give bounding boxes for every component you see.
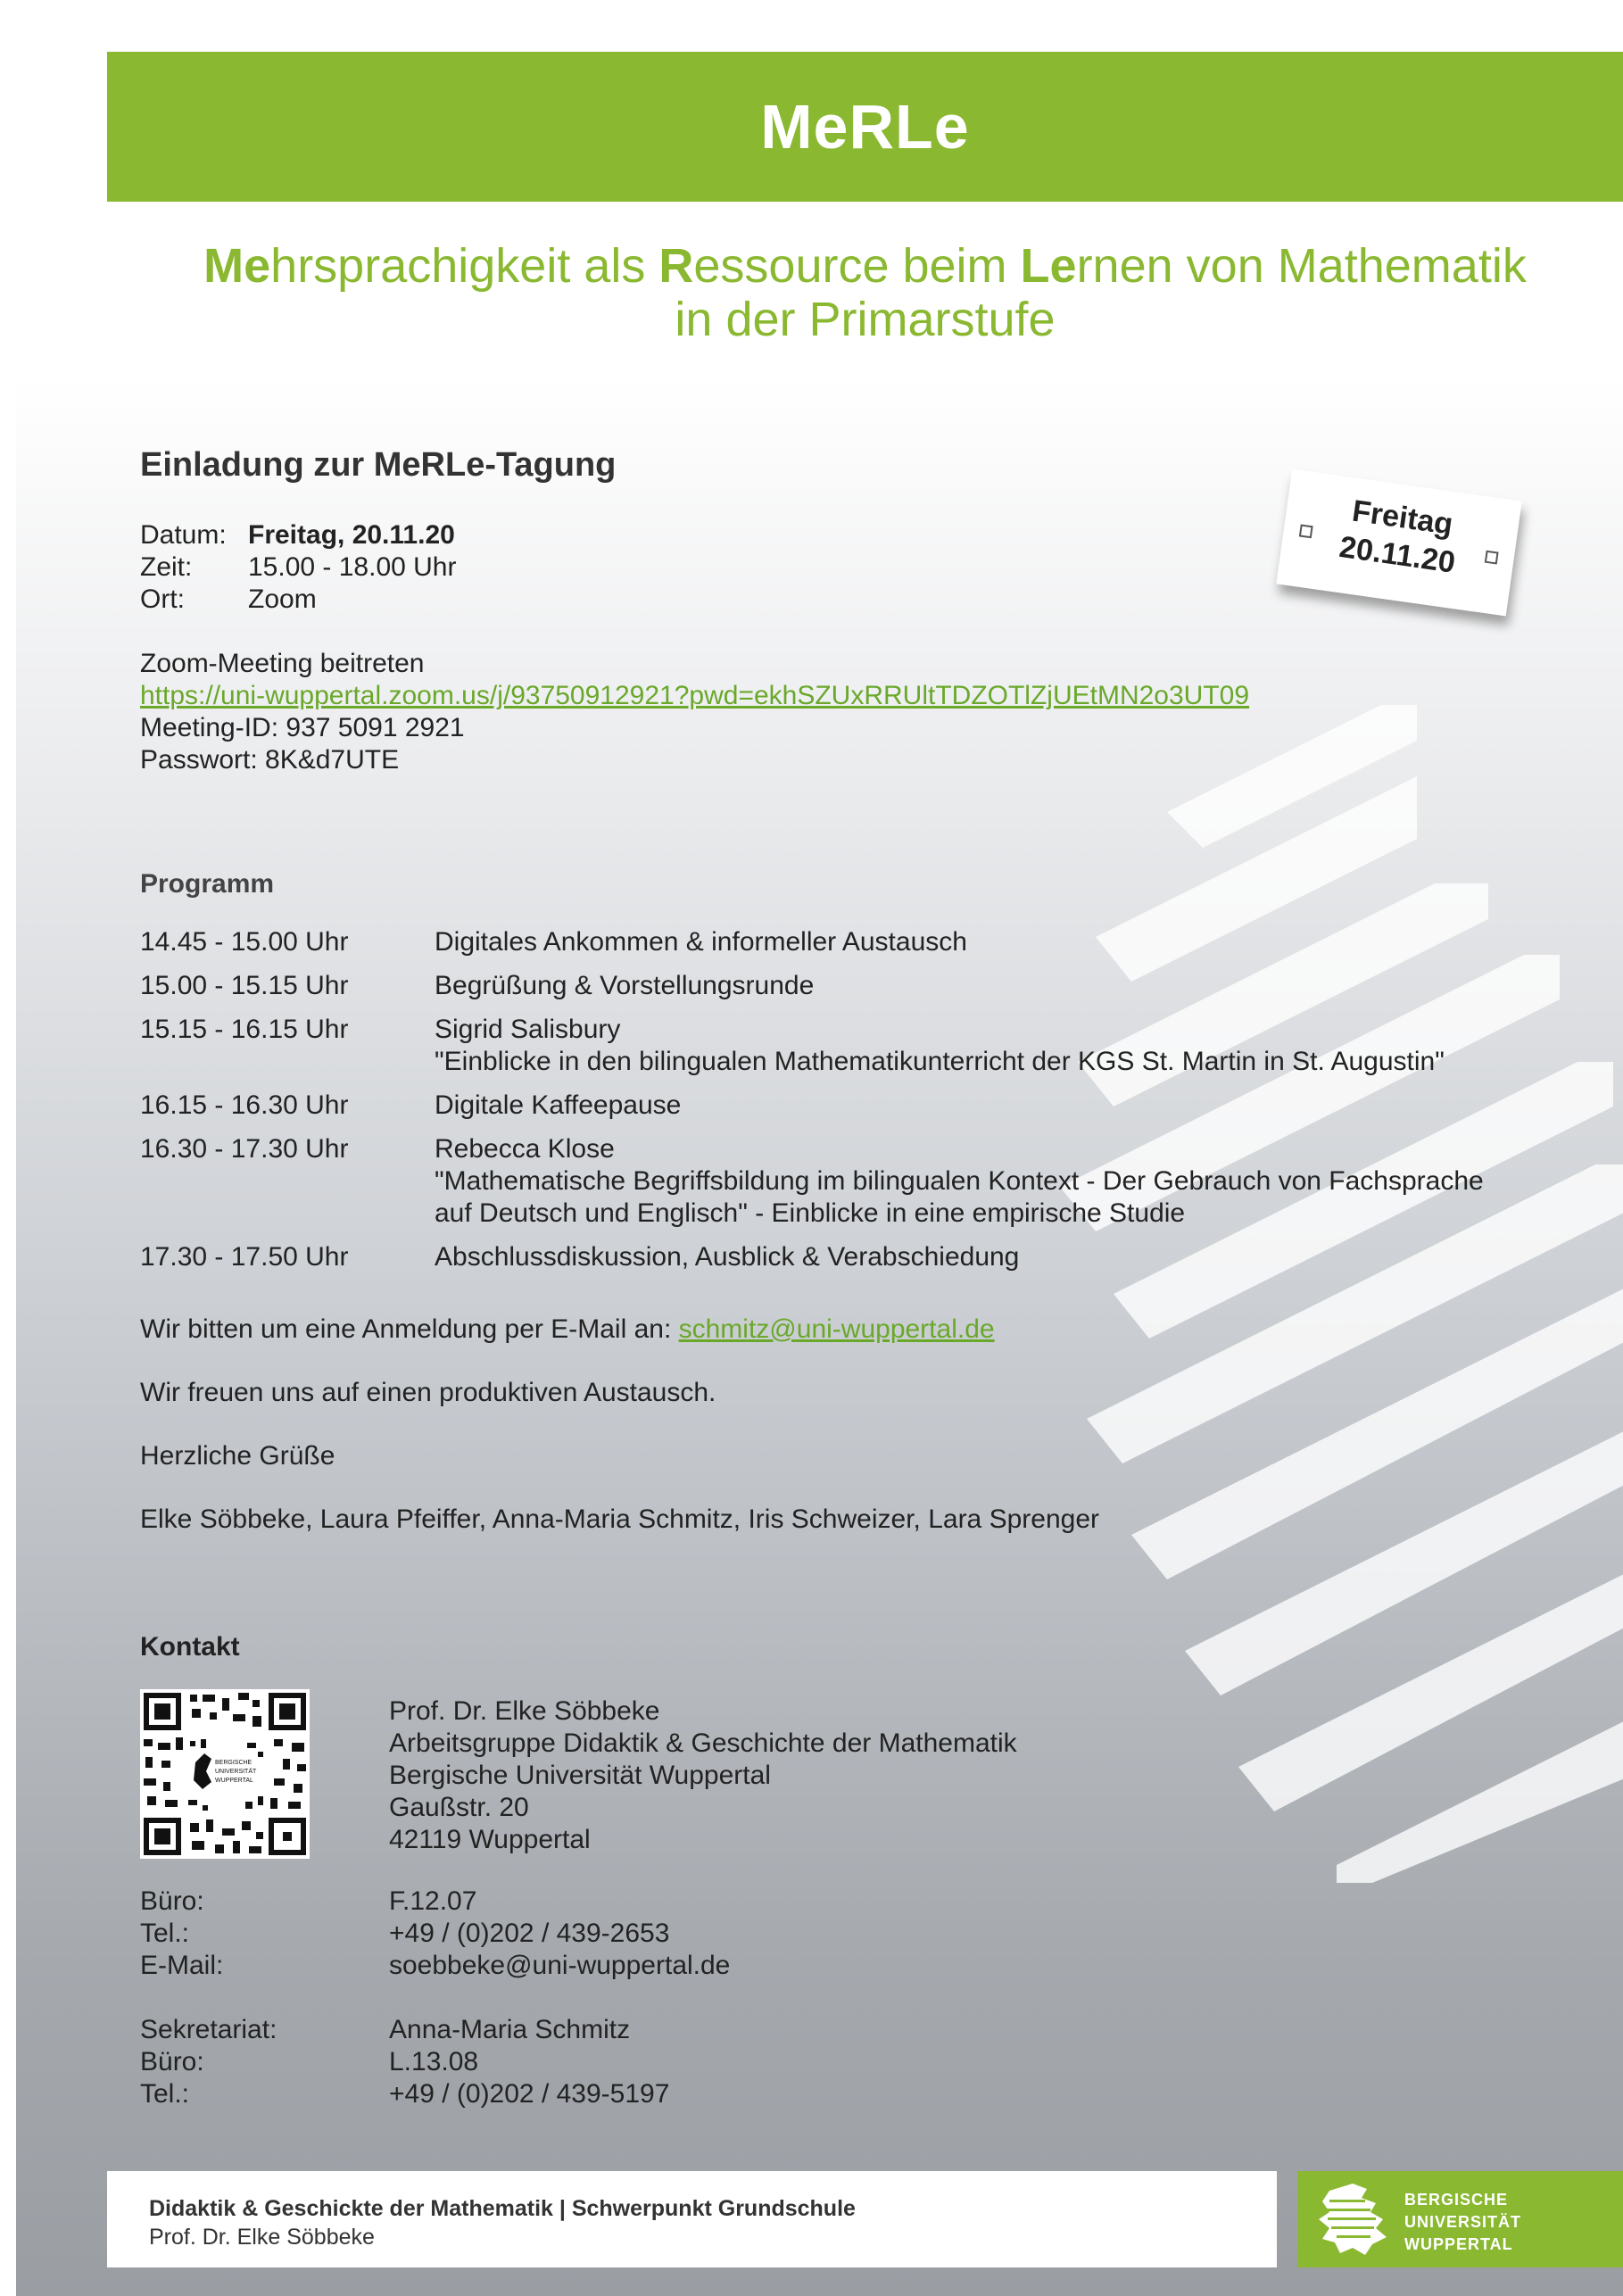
- program-heading: Programm: [140, 869, 275, 899]
- university-logo: [1297, 2171, 1623, 2267]
- time-label: Zeit:: [140, 552, 193, 582]
- stamp-date: 20.11.20: [1337, 529, 1458, 580]
- event-subtitle: [107, 239, 1623, 346]
- program-time: 14.45 - 15.00 Uhr: [140, 927, 349, 957]
- zoom-join-text: Zoom-Meeting beitreten: [140, 649, 425, 678]
- program-time: 15.00 - 15.15 Uhr: [140, 971, 349, 1000]
- zoom-password: Passwort: 8K&d7UTE: [140, 745, 400, 775]
- date-stamp: [1276, 469, 1522, 617]
- program-text: Abschlussdiskussion, Ausblick & Verabschiedung: [435, 1242, 1020, 1272]
- university-lion-icon: [1317, 2182, 1390, 2257]
- flyer-page: [16, 0, 1623, 2296]
- contact-address: [389, 1695, 1017, 1856]
- svg-text:WUPPERTAL: WUPPERTAL: [215, 1778, 253, 1784]
- date-value: Freitag, 20.11.20: [248, 520, 455, 550]
- footer-bar: [107, 2171, 1277, 2267]
- university-pattern-graphic: [1060, 705, 1623, 1883]
- program-item: [140, 926, 1532, 958]
- invitation-heading: Einladung zur MeRLe-Tagung: [140, 446, 617, 484]
- logo-line-1: BERGISCHE: [1404, 2191, 1509, 2209]
- place-label: Ort:: [140, 584, 185, 614]
- program-time: 15.15 - 16.15 Uhr: [140, 1015, 349, 1044]
- contact-heading: Kontakt: [140, 1632, 240, 1662]
- secretariat-office-value: L.13.08: [389, 2047, 479, 2076]
- signatures: Elke Söbbeke, Laura Pfeiffer, Anna-Maria Schmitz, Iris Schweizer, Lara Sprenger: [140, 1504, 1099, 1534]
- zoom-info: [140, 648, 1249, 776]
- program-time: 16.30 - 17.30 Uhr: [140, 1134, 349, 1164]
- program-talk-title: "Mathematische Begriffsbildung im bilingualen Kontext - Der Gebrauch von Fachsprache: [435, 1166, 1484, 1196]
- logo-line-2: UNIVERSITÄT: [1404, 2213, 1522, 2231]
- banner-title: MeRLe: [760, 92, 970, 162]
- phone-value: +49 / (0)202 / 439-2653: [389, 1919, 670, 1948]
- contact-name: Prof. Dr. Elke Söbbeke: [389, 1696, 660, 1726]
- secretariat-phone-label: Tel.:: [140, 2079, 190, 2109]
- secretariat-value: Anna-Maria Schmitz: [389, 2015, 631, 2044]
- title-banner: [107, 52, 1623, 202]
- email-label: E-Mail:: [140, 1951, 224, 1980]
- secretariat-office-label: Büro:: [140, 2047, 204, 2076]
- program-item: [140, 970, 1532, 1002]
- contact-university: Bergische Universität Wuppertal: [389, 1761, 771, 1790]
- program-speaker: Rebecca Klose: [435, 1134, 615, 1164]
- registration-note: Wir bitten um eine Anmeldung per E-Mail an: schmitz@uni-wuppertal.de: [140, 1314, 995, 1344]
- secretariat-phone-value: +49 / (0)202 / 439-5197: [389, 2079, 670, 2109]
- program-time: 17.30 - 17.50 Uhr: [140, 1242, 349, 1272]
- time-value: 15.00 - 18.00 Uhr: [248, 552, 457, 582]
- svg-text:BERGISCHE: BERGISCHE: [215, 1760, 253, 1766]
- stamp-hole-left: [1299, 524, 1313, 538]
- program-item: [140, 1090, 1532, 1122]
- office-value: F.12.07: [389, 1886, 477, 1916]
- svg-text:UNIVERSITÄT: UNIVERSITÄT: [215, 1769, 257, 1775]
- greeting: Herzliche Grüße: [140, 1441, 335, 1471]
- stamp-day: Freitag: [1350, 493, 1455, 542]
- email-value: soebbeke@uni-wuppertal.de: [389, 1951, 731, 1980]
- program-item: [140, 1133, 1532, 1230]
- secretariat-label: Sekretariat:: [140, 2015, 277, 2044]
- contact-city: 42119 Wuppertal: [389, 1825, 591, 1854]
- program-talk-title-cont: auf Deutsch und Englisch" - Einblicke in eine empirische Studie: [435, 1198, 1186, 1228]
- contact-street: Gaußstr. 20: [389, 1793, 529, 1822]
- place-value: Zoom: [248, 584, 317, 614]
- phone-label: Tel.:: [140, 1919, 190, 1948]
- subtitle-line-1: Mehrsprachigkeit als Ressource beim Lernen von Mathematik: [203, 239, 1527, 293]
- stamp-hole-right: [1485, 551, 1499, 565]
- program-list: [140, 926, 1532, 1285]
- program-item: [140, 1241, 1532, 1273]
- zoom-link[interactable]: https://uni-wuppertal.zoom.us/j/93750912921?pwd=ekhSZUxRRUltTDZOTlZjUEtMN2o3UT09: [140, 681, 1250, 710]
- program-talk-title: "Einblicke in den bilingualen Mathematikunterricht der KGS St. Martin in St. Augustin": [435, 1047, 1445, 1076]
- program-item: [140, 1014, 1532, 1078]
- contact-group: Arbeitsgruppe Didaktik & Geschichte der Mathematik: [389, 1728, 1017, 1758]
- program-time: 16.15 - 16.30 Uhr: [140, 1090, 349, 1120]
- footer-professor: Prof. Dr. Elke Söbbeke: [149, 2225, 375, 2250]
- office-label: Büro:: [140, 1886, 204, 1916]
- closing-sentence: Wir freuen uns auf einen produktiven Austausch.: [140, 1378, 716, 1407]
- logo-line-3: WUPPERTAL: [1404, 2235, 1513, 2253]
- subtitle-line-2: in der Primarstufe: [675, 293, 1056, 346]
- zoom-meeting-id: Meeting-ID: 937 5091 2921: [140, 713, 465, 742]
- program-text: Begrüßung & Vorstellungsrunde: [435, 971, 815, 1000]
- event-info: [140, 519, 456, 616]
- contact-details: [140, 1886, 730, 2110]
- qr-code-icon[interactable]: [140, 1689, 310, 1859]
- program-text: Digitales Ankommen & informeller Austausch: [435, 927, 967, 957]
- program-text: Digitale Kaffeepause: [435, 1090, 682, 1120]
- date-label: Datum:: [140, 520, 227, 550]
- program-speaker: Sigrid Salisbury: [435, 1015, 621, 1044]
- footer-department: Didaktik & Geschickte der Mathematik | Schwerpunkt Grundschule: [149, 2196, 856, 2221]
- registration-email-link[interactable]: schmitz@uni-wuppertal.de: [678, 1314, 995, 1344]
